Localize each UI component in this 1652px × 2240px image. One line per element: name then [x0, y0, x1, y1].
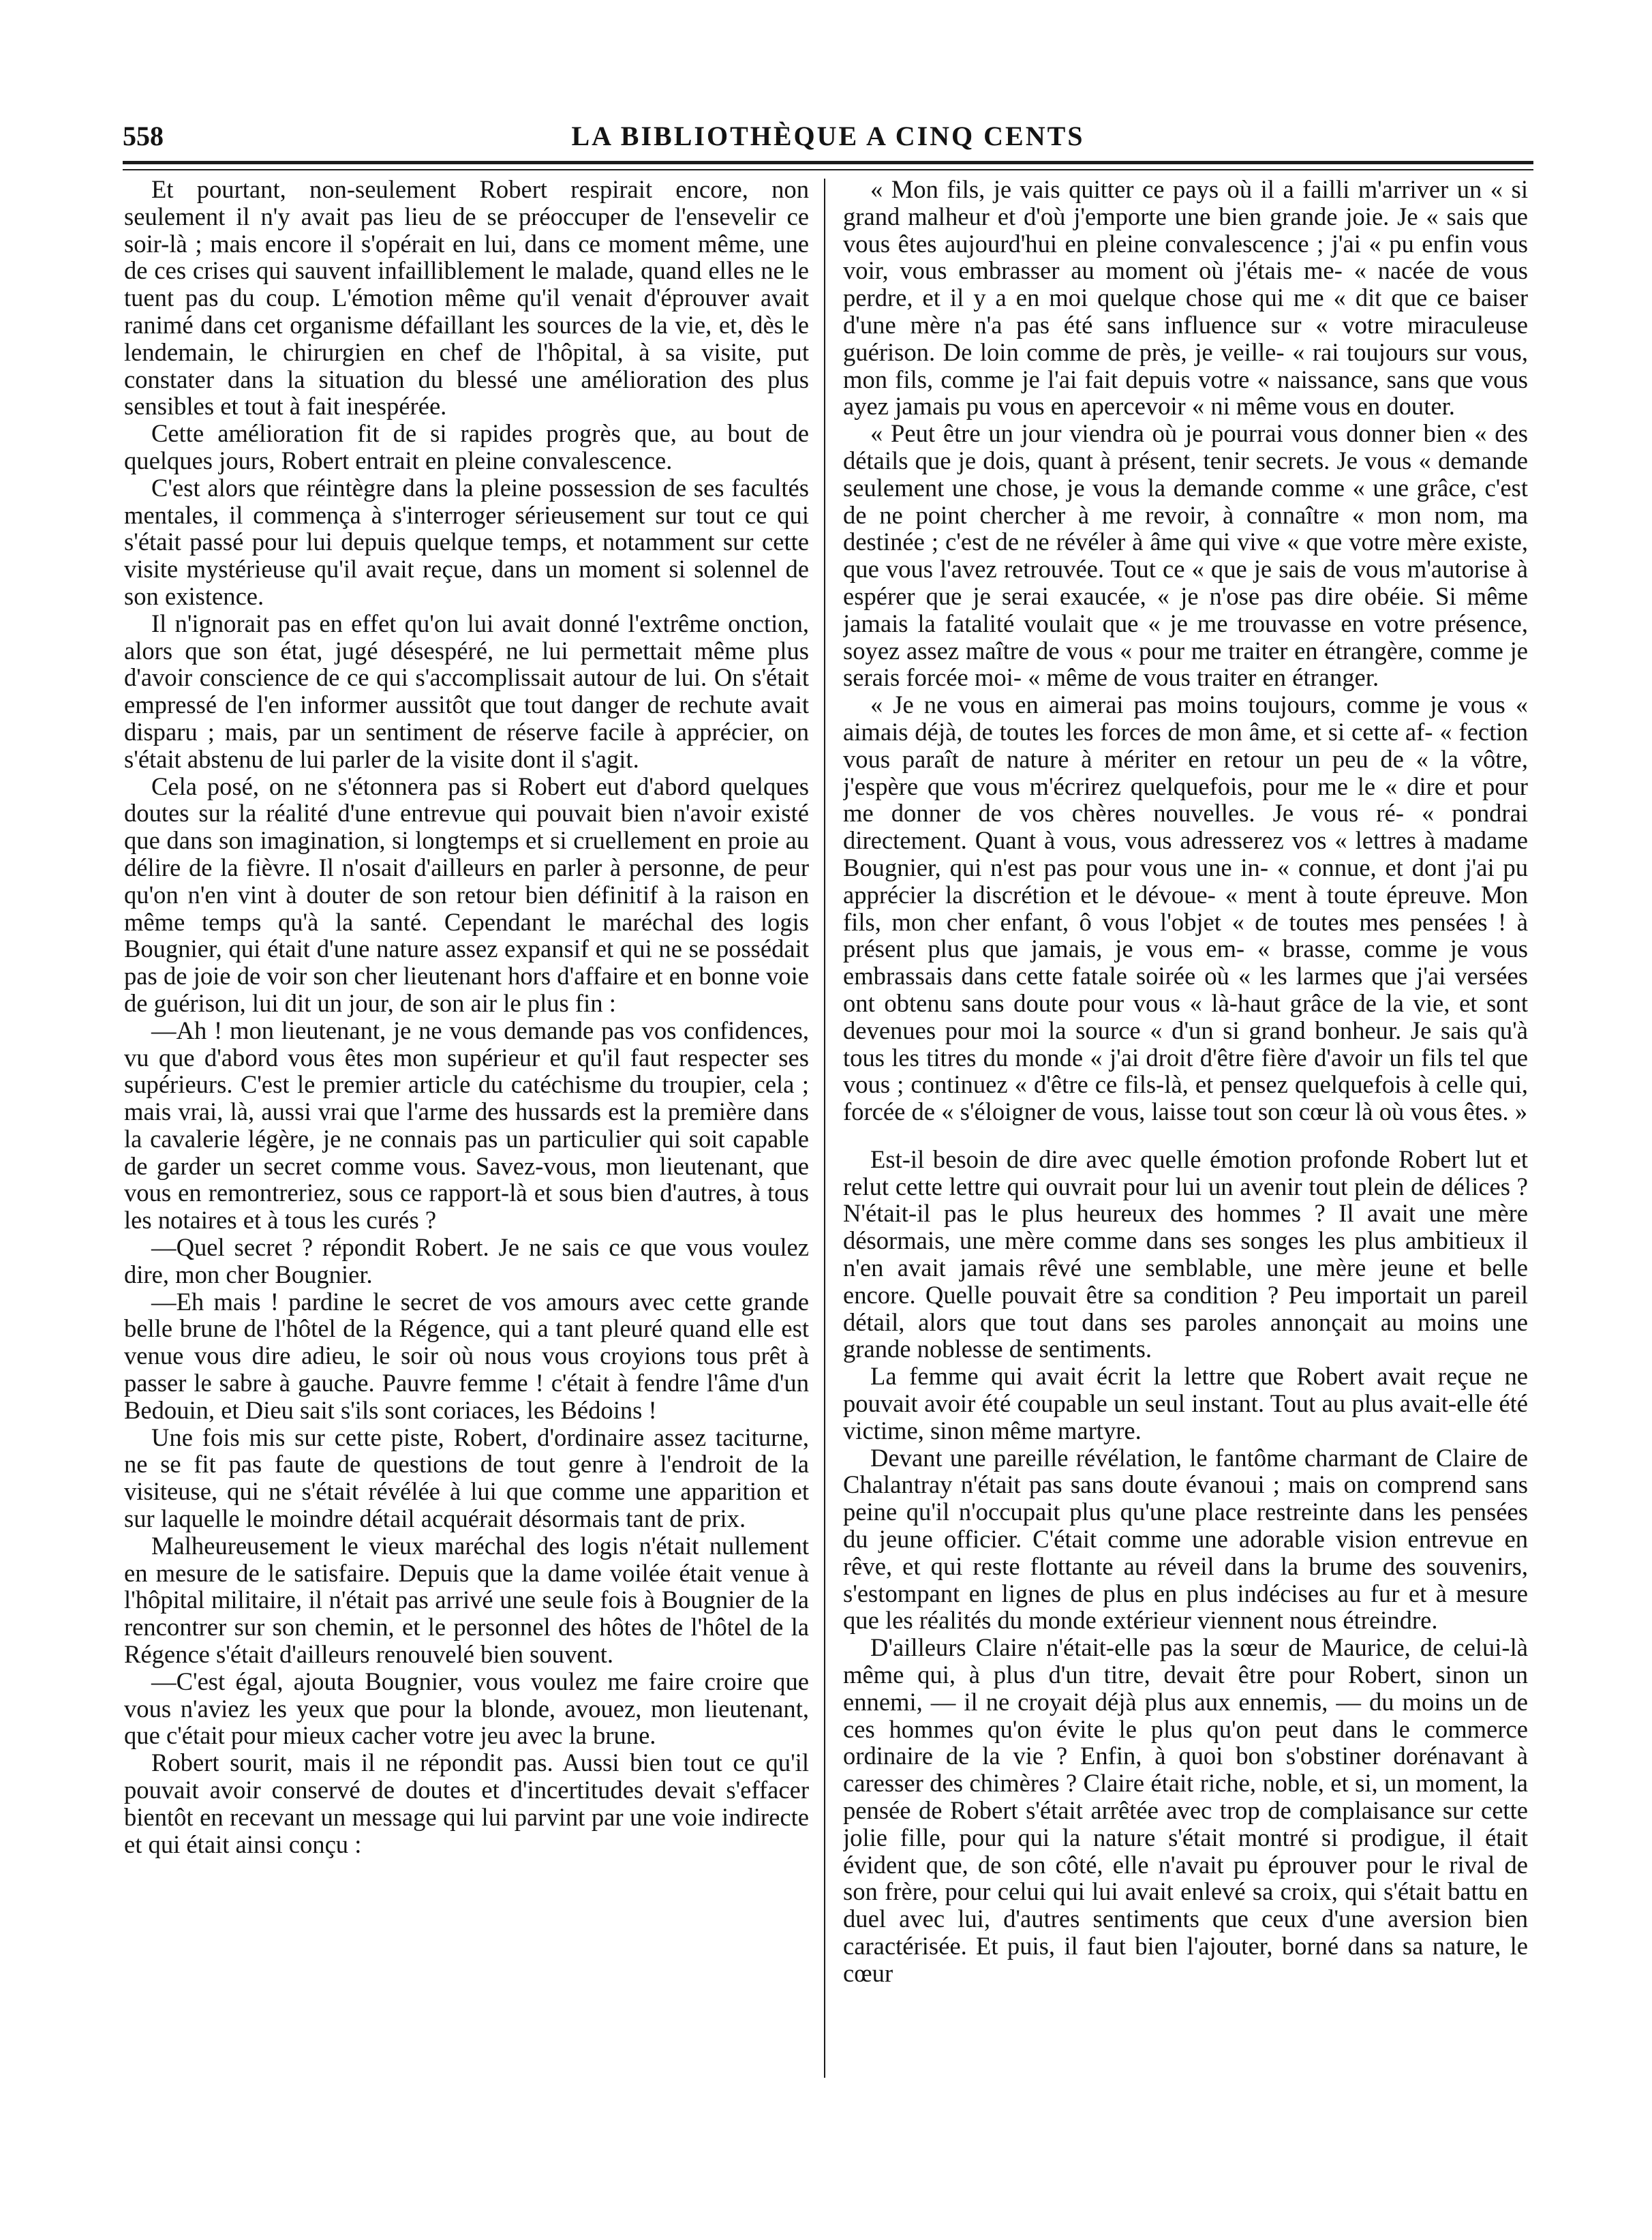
paragraph: —Ah ! mon lieutenant, je ne vous demande pas vos confidences, vu que d'abord vous êtes mon supérieur et qu'il faut respecter ses supérieurs. C'est le premier article du catéchisme du troupier, cela ; mais vrai, là, aussi vrai que l'arme des hussards est la première dans la cavalerie légère, je ne connais pas un particulier qui soit capable de garder un secret comme vous. Savez-vous, mon lieutenant, que vous en remontreriez, sous ce rapport-là et sous bien d'autres, à tous les notaires et à tous les curés ? [124, 1016, 809, 1235]
letter-paragraph: « Je ne vous en aimerai pas moins toujours, comme je vous « aimais déjà, de toutes les forces de mon âme, et si cette af- « fection vous paraît de nature à mériter en retour un peu de « la vôtre, j'espère que vous m'écrirez quelquefois, pour me le « dire et pour me donner de vos chères nouvelles. Je vous ré- « pondrai directement. Quant à vous, vous adresserez vos « lettres à madame Bougnier, qui n'est pas pour vous une in- « connue, et dont j'ai pu apprécier la discrétion et le dévoue- « ment à toute épreuve. Mon fils, mon cher enfant, ô vous l'objet « de toutes mes pensées ! à présent plus que jamais, je vous em- « brasse, comme je vous embrassais dans cette fatale soirée où « les larmes que j'ai versées ont obtenu sans doute pour vous « là-haut grâce de la vie, et sont devenues pour moi la source « d'un si grand bonheur. Je sais qu'à tous les titres du monde « j'ai droit d'être fière d'avoir un fils tel que vous ; continuez « d'être ce fils-là, et pensez quelquefois à celle qui, forcée de « s'éloigner de vous, laisse tout son cœur là où vous êtes. » [843, 691, 1528, 1126]
paragraph: Une fois mis sur cette piste, Robert, d'ordinaire assez taciturne, ne se fit pas faute de questions de tout genre à l'endroit de la visiteuse, qui ne s'était révélée à lui que comme une apparition et sur laquelle le moindre détail acquérait désormais tant de prix. [124, 1423, 809, 1533]
paragraph: Cela posé, on ne s'étonnera pas si Robert eut d'abord quelques doutes sur la réalité d'une entrevue qui pouvait bien n'avoir existé que dans son imagination, si longtemps et si cruellement en proie au délire de la fièvre. Il n'osait d'ailleurs en parler à personne, de peur qu'on n'en vint à douter de son retour bien définitif à la raison en même temps qu'à la santé. Cependant le maréchal des logis Bougnier, qui était d'une nature assez expansif et qui ne se possédait pas de joie de voir son cher lieutenant hors d'affaire et en bonne voie de guérison, lui dit un jour, de son air le plus fin : [124, 772, 809, 1017]
right-column [843, 176, 1528, 2085]
paragraph: Devant une pareille révélation, le fantôme charmant de Claire de Chalantray n'était pas sans doute évanoui ; mais on comprend sans peine qu'il n'occupait plus qu'une place restreinte dans les pensées du jeune officier. C'était comme une adorable vision entrevue en rêve, et qui reste flottante au réveil dans la brume des souvenirs, s'estompant en lignes de plus en plus indécises au fur et à mesure que les réalités du monde extérieur viennent nous étreindre. [843, 1443, 1528, 1635]
paragraph: —C'est égal, ajouta Bougnier, vous voulez me faire croire que vous n'aviez les yeux que pour la blonde, avouez, mon lieutenant, que c'était pour mieux cacher votre jeu avec la brune. [124, 1667, 809, 1750]
running-title: LA BIBLIOTHÈQUE A CINQ CENTS [571, 121, 1085, 151]
paragraph: C'est alors que réintègre dans la pleine possession de ses facultés mentales, il commença à s'interroger sérieusement sur tout ce qui s'était passé pour lui depuis quelque temps, et notamment sur cette visite mystérieuse qu'il avait reçue, dans un moment si solennel de son existence. [124, 473, 809, 610]
paragraph: D'ailleurs Claire n'était-elle pas la sœur de Maurice, de celui-là même qui, à plus d'un titre, devait être pour Robert, sinon un ennemi, — il ne croyait déjà plus aux ennemis, — du moins un de ces hommes qu'on évite le plus qu'on peut dans le commerce ordinaire de la vie ? Enfin, à quoi bon s'obstiner dorénavant à caresser des chimères ? Claire était riche, noble, et si, un moment, la pensée de Robert s'était arrêtée avec trop de complaisance sur cette jolie fille, pour qui la nature s'était montré si prodigue, il était évident que, de son côté, elle n'avait pu éprouver pour le rival de son frère, pour celui qui lui avait enlevé sa croix, qui s'était battu en duel avec lui, d'autres sentiments que ceux d'une aversion bien caractérisée. Et puis, il faut bien l'ajouter, borné dans sa nature, le cœur [843, 1633, 1528, 1987]
left-column [124, 176, 809, 2085]
header-rule-thick [123, 161, 1533, 164]
page-number: 558 [123, 121, 164, 151]
paragraph: —Eh mais ! pardine le secret de vos amours avec cette grande belle brune de l'hôtel de la Régence, qui a tant pleuré quand elle est venue vous dire adieu, le soir où nous vous croyions tous prêt à passer le sabre à gauche. Pauvre femme ! c'était à fendre l'âme d'un Bedouin, et Dieu sait s'ils sont coriaces, les Bédoins ! [124, 1287, 809, 1424]
paragraph: —Quel secret ? répondit Robert. Je ne sais ce que vous voulez dire, mon cher Bougnier. [124, 1233, 809, 1288]
paragraph: Et pourtant, non-seulement Robert respirait encore, non seulement il n'y avait pas lieu de se préoccuper de l'ensevelir ce soir-là ; mais encore il s'opérait en lui, dans ce moment même, une de ces crises qui sauvent infailliblement le malade, quand elles ne le tuent pas du coup. L'émotion même qu'il venait d'éprouver avait ranimé dans cet organisme défaillant les sources de la vie, et, dès le lendemain, le chirurgien en chef de l'hôpital, à sa visite, put constater dans la situation du blessé une amélioration des plus sensibles et tout à fait inespérée. [124, 176, 809, 421]
letter-paragraph: « Mon fils, je vais quitter ce pays où il a failli m'arriver un « si grand malheur et d'où j'emporte une bien grande joie. Je « sais que vous êtes aujourd'hui en pleine convalescence ; j'ai « pu enfin vous voir, vous embrasser au moment où j'étais me- « nacée de vous perdre, et il y a en moi quelque chose qui me « dit que ce baiser d'une mère n'a pas été sans influence sur « votre miraculeuse guérison. De loin comme de près, je veille- « rai toujours sur vous, mon fils, comme je l'ai fait depuis votre « naissance, sans que vous ayez jamais pu vous en apercevoir « ni même vous en douter. [843, 176, 1528, 421]
paragraph: La femme qui avait écrit la lettre que Robert avait reçue ne pouvait avoir été coupable un seul instant. Tout au plus avait-elle été victime, sinon même martyre. [843, 1362, 1528, 1444]
paragraph: Il n'ignorait pas en effet qu'on lui avait donné l'extrême onction, alors que son état, jugé désespéré, ne lui permettait même plus d'avoir conscience de ce qui s'accomplissait autour de lui. On s'était empressé de l'en informer aussitôt que tout danger de rechute avait disparu ; mais, par un sentiment de réserve facile à apprécier, on s'était abstenu de lui parler de la visite dont il s'agit. [124, 609, 809, 773]
paragraph: Robert sourit, mais il ne répondit pas. Aussi bien tout ce qu'il pouvait avoir conservé de doutes et d'incertitudes devait s'effacer bientôt en recevant un message qui lui parvint par une voie indirecte et qui était ainsi conçu : [124, 1749, 809, 1858]
column-divider [824, 179, 825, 2078]
paragraph: Cette amélioration fit de si rapides progrès que, au bout de quelques jours, Robert entrait en pleine convalescence. [124, 419, 809, 474]
paragraph: Est-il besoin de dire avec quelle émotion profonde Robert lut et relut cette lettre qui ouvrait pour lui un avenir tout plein de délices ? N'était-il pas le plus heureux des hommes ? Il avait une mère désormais, une mère comme dans ses songes les plus ambitieux il n'en avait jamais rêvé une semblable, une mère jeune et belle encore. Quelle pouvait être sa condition ? Peu importait un pareil détail, alors que tout dans ses paroles annonçait au moins une grande noblesse de sentiments. [843, 1145, 1528, 1363]
paragraph: Malheureusement le vieux maréchal des logis n'était nullement en mesure de le satisfaire. Depuis que la dame voilée était venue à l'hôpital militaire, il n'était pas arrivé une seule fois à Bougnier de la rencontrer sur son chemin, et le personnel des hôtes de l'hôtel de la Régence s'était d'ailleurs renouvelé bien souvent. [124, 1531, 809, 1669]
page-header [123, 115, 1533, 155]
header-rule-thin [123, 169, 1533, 170]
letter-paragraph: « Peut être un jour viendra où je pourrai vous donner bien « des détails que je dois, quant à présent, tenir secrets. Je vous « demande seulement une chose, je vous la demande comme « une grâce, c'est de ne point chercher à me revoir, à connaître « mon nom, ma destinée ; c'est de ne révéler à âme qui vive « que votre mère existe, que vous l'avez retrouvée. Tout ce « que je sais de vous m'autorise à espérer que je serai exaucée, « je n'ose pas dire obéie. Si même jamais la fatalité voulait que « je me trouvasse en votre présence, soyez assez maître de vous « pour me traiter en étrangère, comme je serais forcée moi- « même de vous traiter en étranger. [843, 419, 1528, 692]
